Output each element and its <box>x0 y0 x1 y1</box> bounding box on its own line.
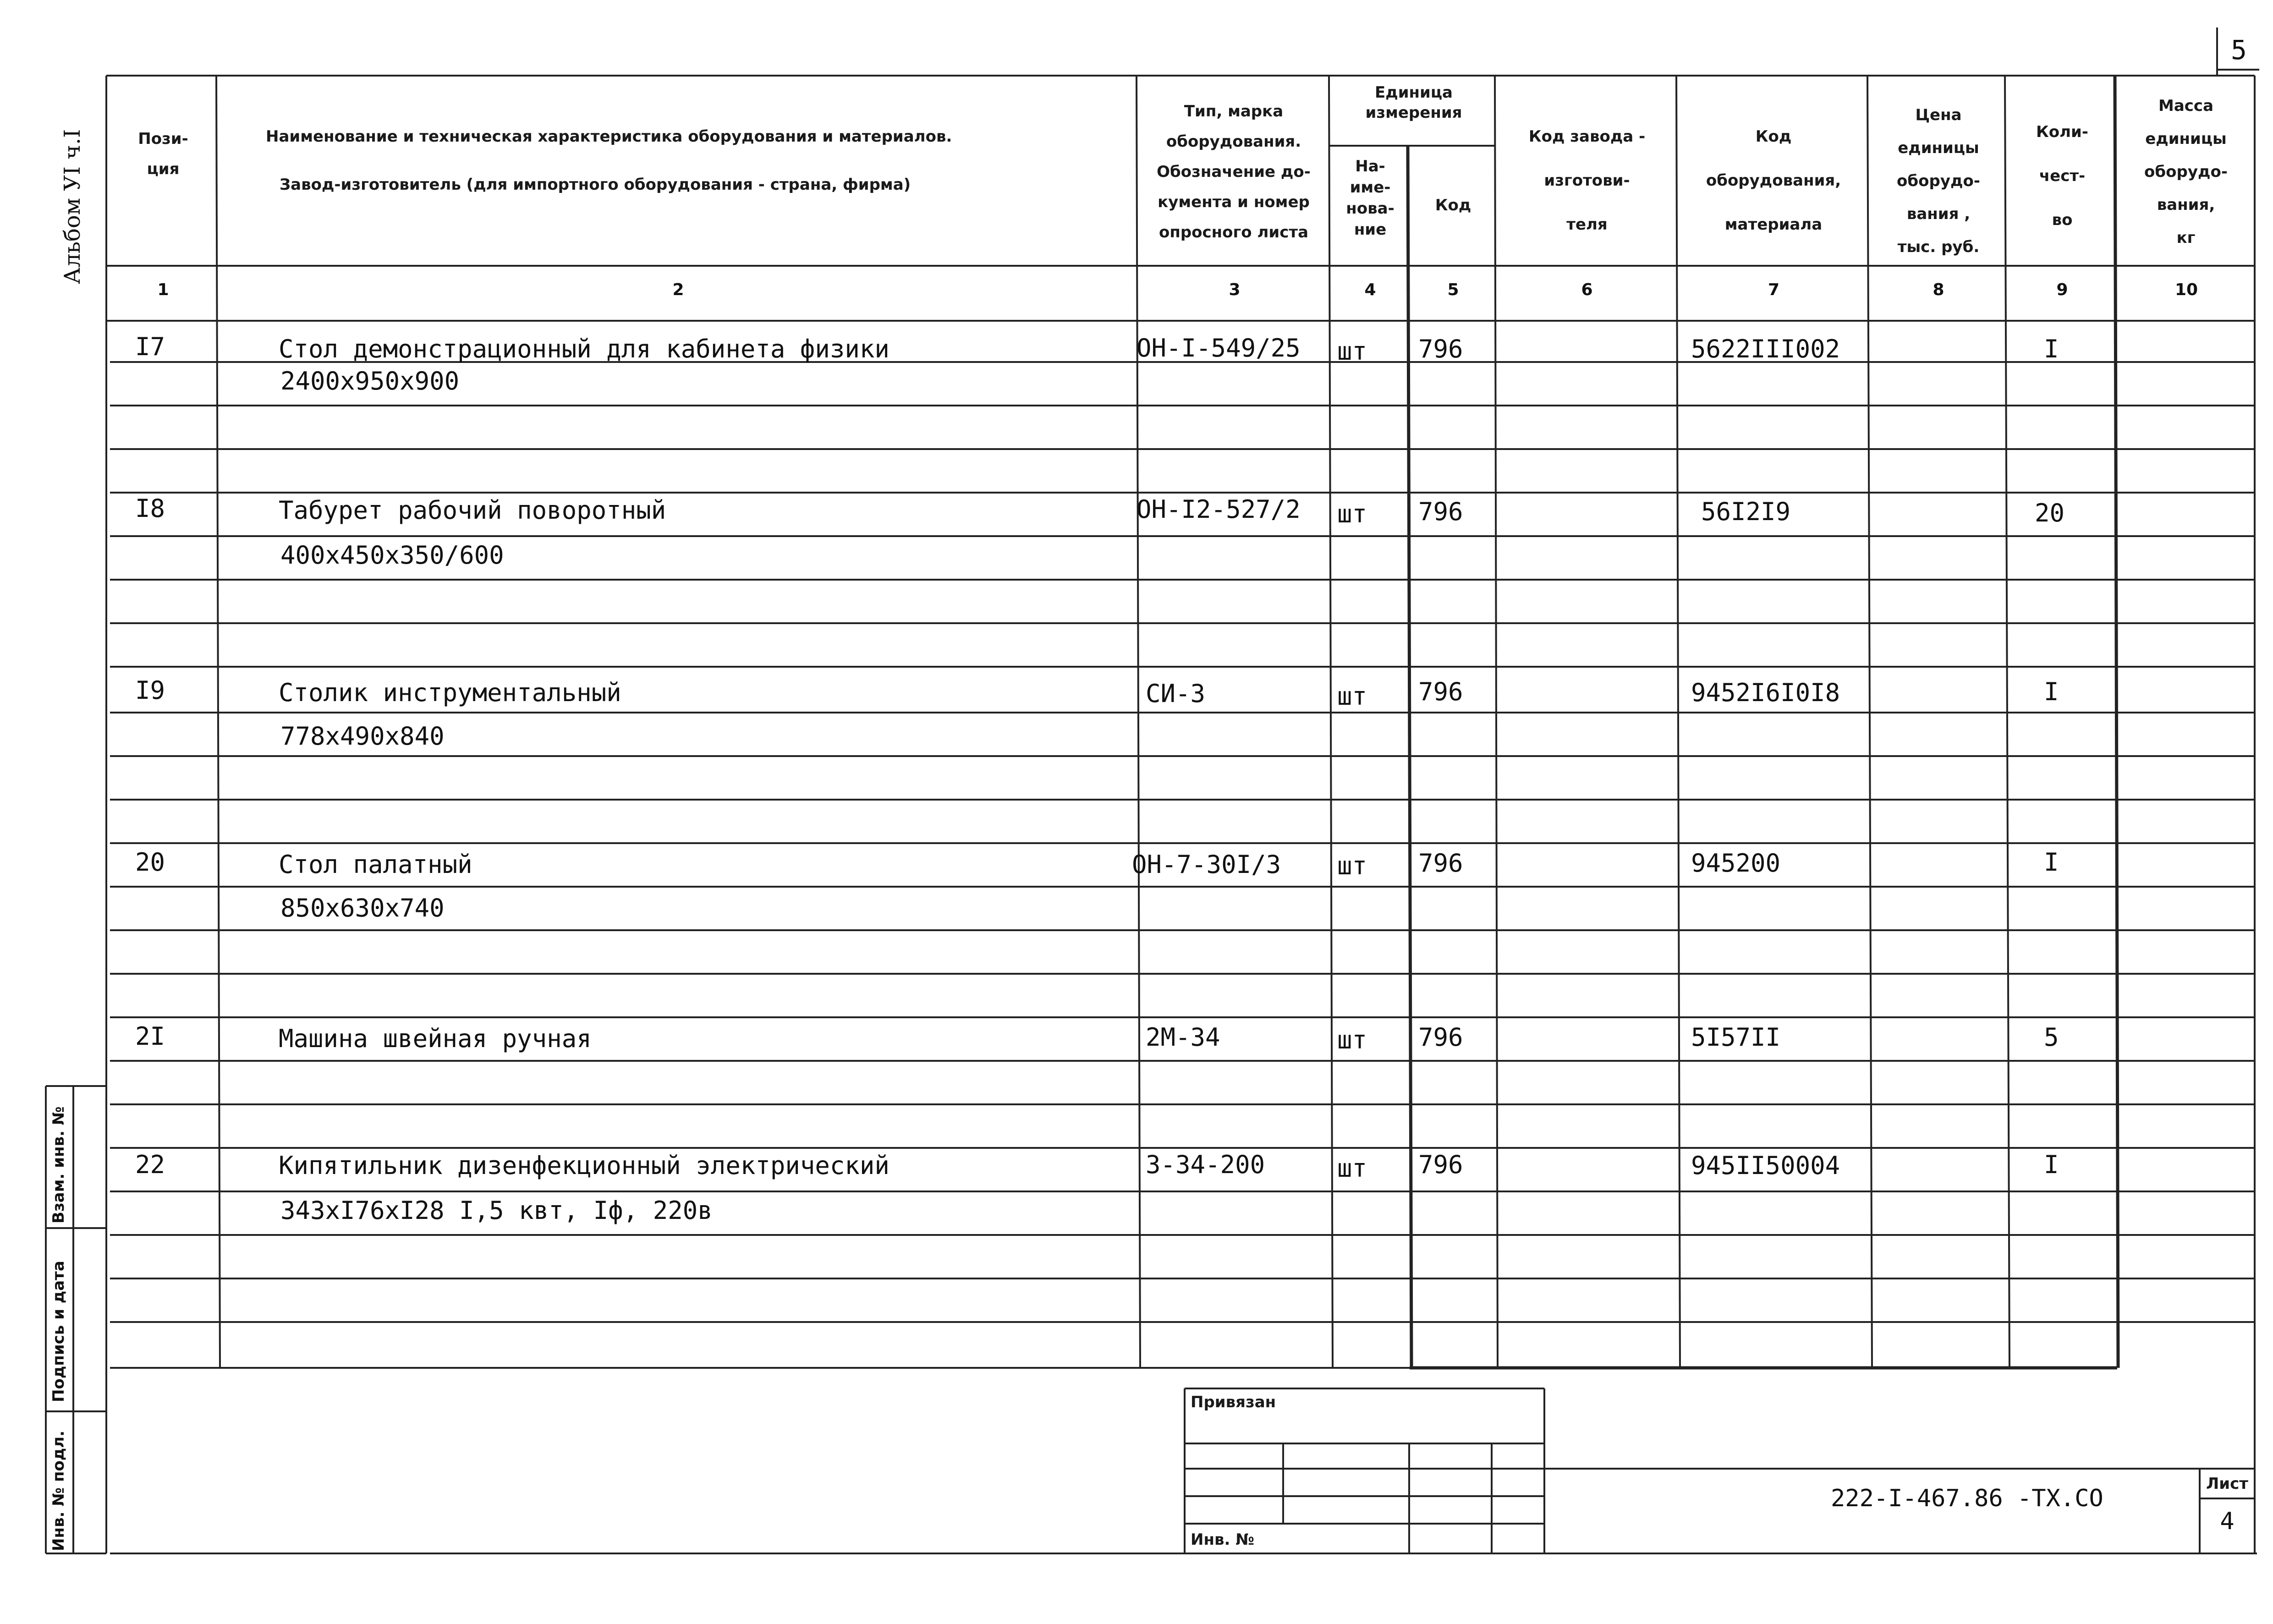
row-unit: шт <box>1337 337 1367 366</box>
row-type: 3-34-200 <box>1146 1150 1265 1179</box>
col-number: 7 <box>1768 280 1780 299</box>
sheet-number: 4 <box>2220 1508 2235 1535</box>
header-price: Цена единицы оборудо- вания , тыс. руб. <box>1897 106 1980 256</box>
col-number: 9 <box>2056 280 2068 299</box>
header-factory-code: Код завода - изготови- теля <box>1528 127 1646 234</box>
row-unit: шт <box>1337 682 1367 711</box>
header-unit-name: На- име- нова- ние <box>1346 157 1395 239</box>
stamp-signature-date: Подпись и дата <box>49 1261 68 1402</box>
col-number: 6 <box>1581 280 1593 299</box>
row-unit: шт <box>1337 499 1367 528</box>
row-type: ОН-I2-527/2 <box>1136 495 1301 524</box>
title-privyazan: Привязан <box>1191 1393 1276 1411</box>
row-dims: 400х450х350/600 <box>280 541 504 570</box>
row-code: 796 <box>1418 677 1463 706</box>
row-material-code: 945II50004 <box>1691 1151 1840 1180</box>
header-unit-group: Единица измерения <box>1365 83 1462 122</box>
row-dims: 343хI76хI28 I,5 квт, Iф, 220в <box>280 1196 713 1225</box>
col-number: 4 <box>1364 280 1376 299</box>
row-position: 2I <box>135 1022 165 1051</box>
row-material-code: 945200 <box>1691 849 1781 878</box>
row-code: 796 <box>1418 1150 1463 1179</box>
row-type: 2М-34 <box>1146 1023 1220 1052</box>
row-position: I9 <box>135 676 165 705</box>
row-position: 20 <box>135 848 165 877</box>
header-unit-code: Код <box>1435 196 1471 214</box>
row-type: СИ-3 <box>1146 679 1206 708</box>
row-name: Стол демонстрационный для кабинета физики <box>279 335 889 363</box>
row-qty: I <box>2044 848 2059 877</box>
header-qty: Коли- чест- во <box>2036 123 2088 229</box>
row-unit: шт <box>1337 1026 1367 1054</box>
row-type: ОН-I-549/25 <box>1136 334 1301 362</box>
sheet-corner-number: 5 <box>2231 34 2247 66</box>
row-name: Стол палатный <box>279 850 472 879</box>
row-material-code: 5622III002 <box>1691 335 1840 363</box>
header-name-line1: Наименование и техническая характеристика оборудования и материалов. <box>266 127 952 146</box>
col-number: 10 <box>2174 280 2198 299</box>
header-name-line2: Завод-изготовитель (для импортного оборудования - страна, фирма) <box>280 176 911 194</box>
row-position: I7 <box>135 332 165 361</box>
row-material-code: 5I57II <box>1691 1023 1781 1052</box>
row-dims: 850х630х740 <box>280 894 445 922</box>
row-material-code: 56I2I9 <box>1701 497 1791 526</box>
row-qty: 5 <box>2044 1023 2059 1052</box>
row-code: 796 <box>1418 335 1463 363</box>
header-material-code: Код оборудования, материала <box>1706 127 1841 234</box>
row-unit: шт <box>1337 851 1367 880</box>
col-number: 5 <box>1447 280 1459 299</box>
document-code: 222-I-467.86 -ТХ.СО <box>1831 1485 2103 1512</box>
header-type: Тип, марка оборудования. Обозначение до- кумента и номер опросного листа <box>1157 102 1311 241</box>
row-qty: I <box>2044 335 2059 363</box>
row-type: ОН-7-30I/3 <box>1132 850 1281 879</box>
row-name: Табурет рабочий поворотный <box>279 496 666 525</box>
col-number: 3 <box>1229 280 1241 299</box>
stamp-vzam-inv: Взам. инв. № <box>49 1106 68 1223</box>
row-qty: I <box>2044 677 2059 706</box>
row-code: 796 <box>1418 497 1463 526</box>
album-label: Альбом УI ч.I <box>60 129 85 284</box>
row-code: 796 <box>1418 849 1463 878</box>
col-number: 2 <box>672 280 684 299</box>
row-material-code: 9452I6I0I8 <box>1691 678 1840 707</box>
row-position: 22 <box>135 1150 165 1179</box>
row-name: Кипятильник дизенфекционный электрический <box>279 1151 889 1180</box>
row-dims: 778х490х840 <box>280 722 445 751</box>
stamp-inv-original: Инв. № подл. <box>49 1430 68 1551</box>
row-qty: I <box>2044 1150 2059 1179</box>
row-name: Машина швейная ручная <box>279 1024 592 1053</box>
row-position: I8 <box>135 494 165 523</box>
row-qty: 20 <box>2035 499 2065 527</box>
row-name: Столик инструментальный <box>279 678 621 707</box>
header-position: Пози- ция <box>138 130 188 178</box>
col-number: 8 <box>1933 280 1944 299</box>
row-unit: шт <box>1337 1154 1367 1183</box>
title-inv-no: Инв. № <box>1191 1531 1255 1549</box>
row-dims: 2400х950х900 <box>280 367 460 395</box>
header-mass: Масса единицы оборудо- вания, кг <box>2144 97 2228 247</box>
sheet-label: Лист <box>2206 1475 2248 1493</box>
col-number: 1 <box>157 280 169 299</box>
row-code: 796 <box>1418 1023 1463 1052</box>
